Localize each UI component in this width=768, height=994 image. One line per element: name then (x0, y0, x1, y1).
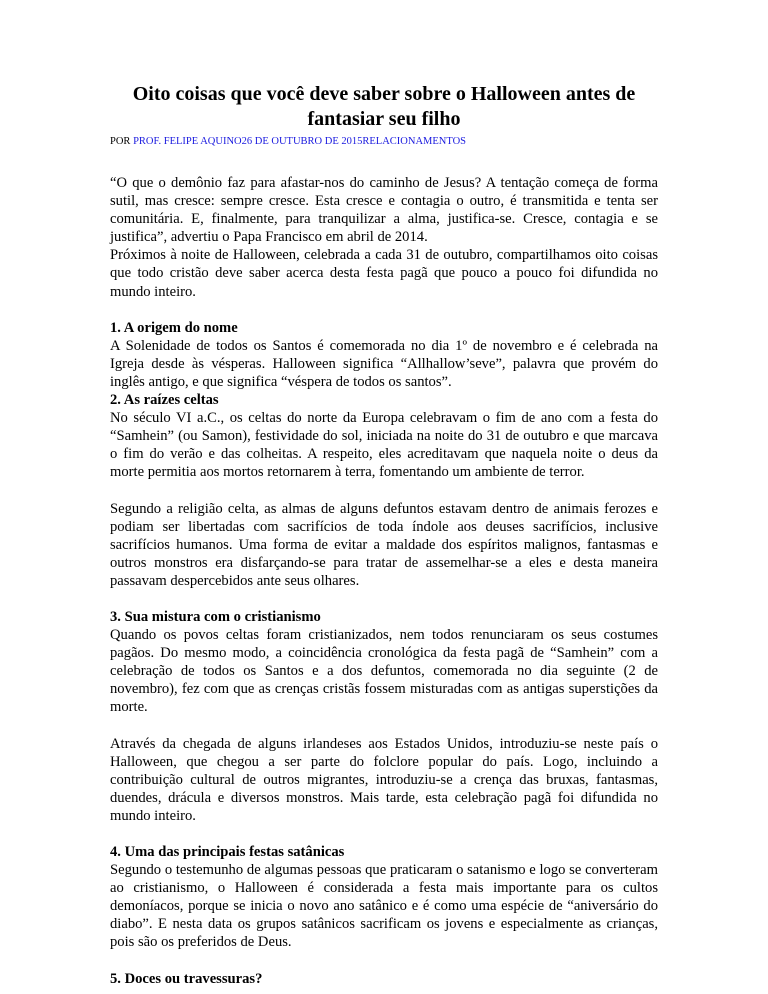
article-body (110, 174, 658, 988)
intro-paragraph-1: “O que o demônio faz para afastar-nos do caminho de Jesus? A tentação começa de forma sutil, mas cresce: sempre cresce. Esta cresce e contagia o outro, é transmitida e tenta ser comunitária. E, finalmente, para tranquilizar a alma, justifica-se. Cresce, contagia e se justifica”, advertiu o Papa Francisco em abril de 2014. (110, 175, 658, 246)
section-2-paragraph-1: No século VI a.C., os celtas do norte da Europa celebravam o fim de ano com a festa do “Samhein” (ou Samon), festividade do sol, iniciada na noite do 31 de outubro e que marcava o fim do verão e das colheitas. A respeito, eles acreditavam que naquela noite o deus da morte permitia aos mortos retornarem à terra, fomentando um ambiente de terror. (110, 410, 658, 481)
section-1-heading: 1. A origem do nome (110, 319, 238, 336)
section-2-heading: 2. As raízes celtas (110, 392, 219, 409)
section-3-paragraph-2: Através da chegada de alguns irlandeses aos Estados Unidos, introduziu-se neste país o Halloween, que chegou a ser parte do folclore popular do país. Logo, incluindo a contribuição cultural de outros migrantes, introduziu-se a crença das bruxas, fantasmas, duendes, drácula e diversos monstros. Mais tarde, esta celebração pagã foi difundida no mundo inteiro. (110, 735, 658, 824)
date-link[interactable]: 26 DE OUTUBRO DE 2015 (241, 136, 363, 147)
byline (110, 135, 466, 148)
article-title: Oito coisas que você deve saber sobre o Halloween antes de fantasiar seu filho (132, 83, 636, 130)
category-link[interactable]: RELACIONAMENTOS (362, 136, 467, 147)
section-1-paragraph-1: A Solenidade de todos os Santos é comemorada no dia 1º de novembro e é celebrada na Igreja desde às vésperas. Halloween significa “Allhallow’seve”, palavra que provém do inglês antigo, e que significa “véspera de todos os santos”. (110, 337, 658, 390)
byline-prefix: POR (110, 136, 131, 147)
section-4-paragraph-1: Segundo o testemunho de algumas pessoas que praticaram o satanismo e logo se converteram ao cristianismo, o Halloween é considerada a festa mais importante para os cultos demoníacos, porque se inicia o novo ano satânico e é como uma espécie de “aniversário do diabo”. E nesta data os grupos satânicos sacrificam os jovens e especialmente as crianças, pois são os preferidos de Deus. (110, 862, 658, 951)
intro-paragraph-2: Próximos à noite de Halloween, celebrada a cada 31 de outubro, compartilhamos oito coisas que todo cristão deve saber acerca desta festa pagã que pouco a pouco foi difundida no mundo inteiro. (110, 247, 658, 300)
section-3-heading: 3. Sua mistura com o cristianismo (110, 608, 321, 625)
section-3-paragraph-1: Quando os povos celtas foram cristianizados, nem todos renunciaram os seus costumes pagãos. Do mesmo modo, a coincidência cronológica da festa pagã de “Samhein” com a celebração de todos os Santos e a dos defuntos, comemorada no dia seguinte (2 de novembro), fez com que as crenças cristãs fossem misturadas com as antigas superstições da morte. (110, 627, 658, 716)
section-5-heading: 5. Doces ou travessuras? (110, 970, 263, 987)
author-link[interactable]: PROF. FELIPE AQUINO (133, 136, 242, 147)
section-4-heading: 4. Uma das principais festas satânicas (110, 844, 345, 860)
section-2-paragraph-2: Segundo a religião celta, as almas de alguns defuntos estavam dentro de animais ferozes e podiam ser libertadas com sacrifícios de toda índole aos deuses sacrifícios, inclusive sacrifícios humanos. Uma forma de evitar a maldade dos espíritos malignos, fantasmas e outros monstros era disfarçando-se para tratar de assemelhar-se a eles e desta maneira passavam despercebidos ante seus olhares. (110, 500, 658, 589)
